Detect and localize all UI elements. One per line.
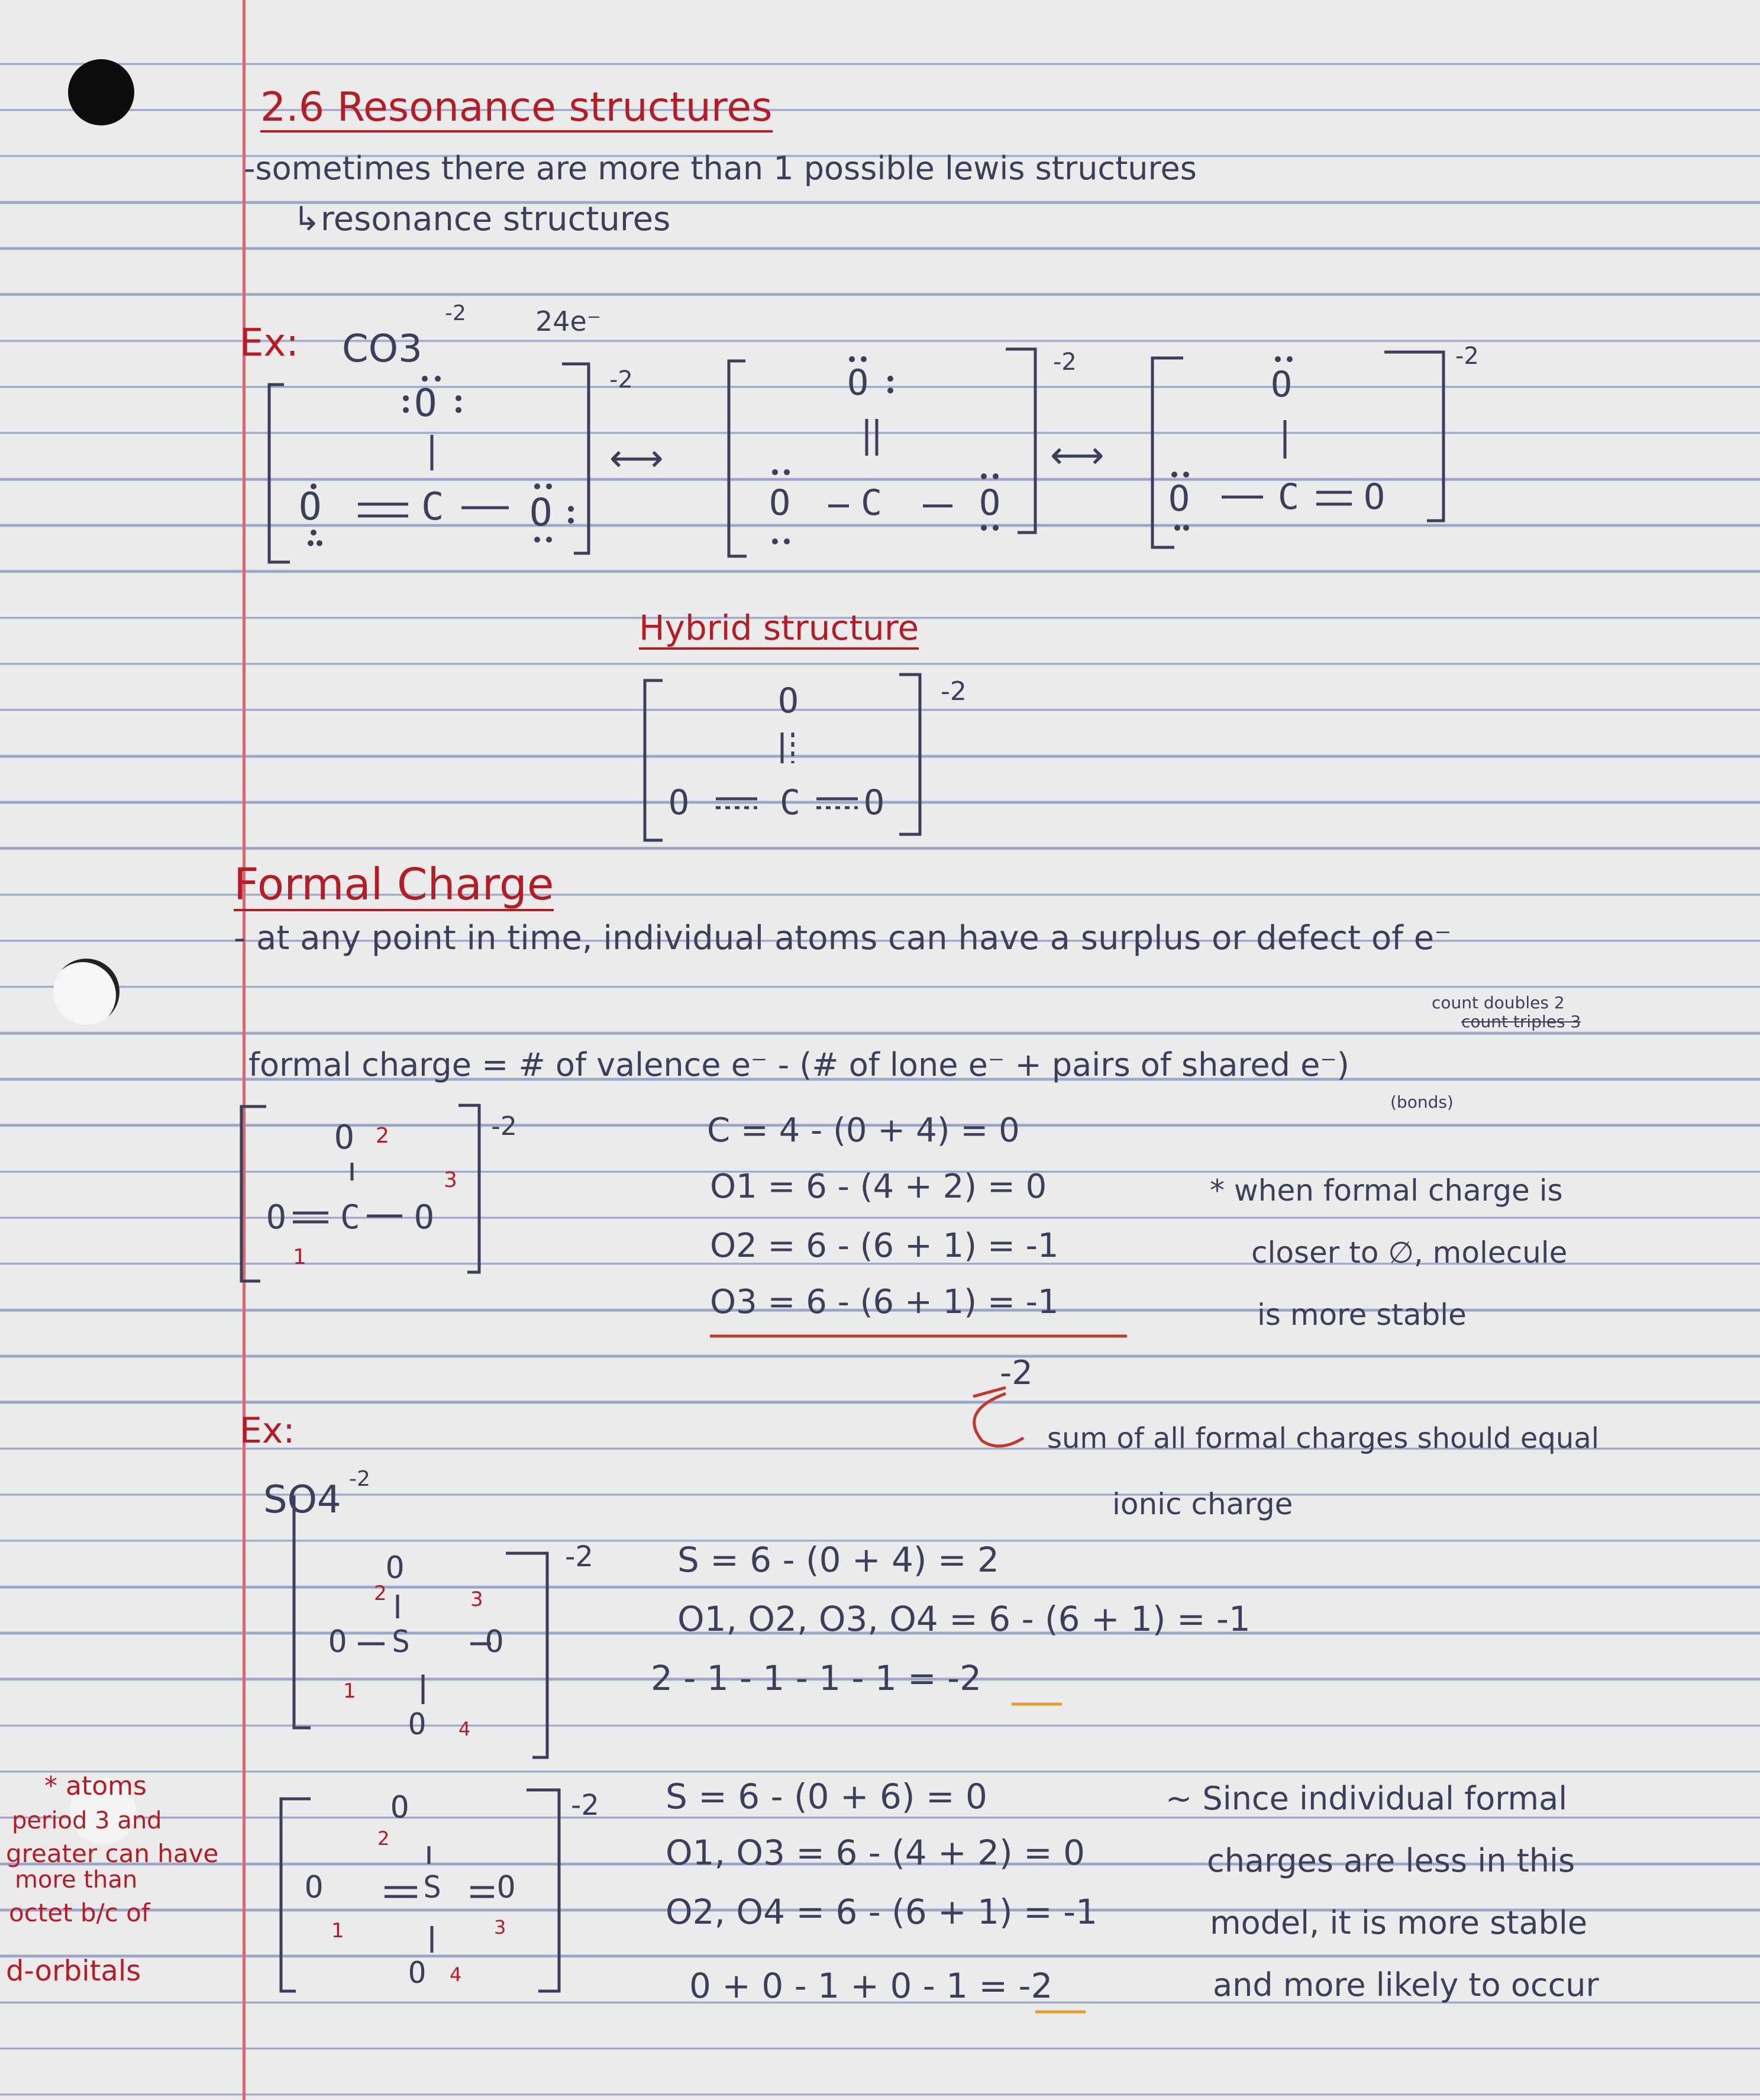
so4-label-3: 3 xyxy=(470,1588,483,1611)
hybrid-label: Hybrid structure xyxy=(639,609,919,650)
so4b-label-2: 2 xyxy=(377,1827,390,1850)
fc-calc-o3: O3 = 6 - (6 + 1) = -1 xyxy=(710,1283,1059,1321)
bonds-note: (bonds) xyxy=(1390,1092,1454,1112)
note-triples: count triples 3 xyxy=(1461,1012,1581,1031)
arrow-1: ⟷ xyxy=(609,437,664,480)
example1-label: Ex: xyxy=(240,321,299,365)
example1-formula: CO3 xyxy=(342,327,422,371)
s3-right-oxygen: O xyxy=(1364,476,1386,518)
s1-left-oxygen: O xyxy=(299,485,322,529)
so4-sulfur: S xyxy=(392,1624,411,1660)
fc-sum: -2 xyxy=(1000,1354,1033,1392)
so4b-right-oxygen: O xyxy=(497,1870,516,1905)
conclusion-4: and more likely to occur xyxy=(1213,1966,1599,2004)
example1-charge: -2 xyxy=(445,301,466,325)
fc-calc-o1: O1 = 6 - (4 + 2) = 0 xyxy=(710,1167,1047,1206)
fc-side-note-3: is more stable xyxy=(1257,1298,1467,1332)
so4-calc-sum: 2 - 1 - 1 - 1 - 1 = -2 xyxy=(651,1658,982,1698)
period3-note-5: octet b/c of xyxy=(9,1898,150,1927)
fc-calc-c: C = 4 - (0 + 4) = 0 xyxy=(707,1111,1020,1150)
fc-label-2: 2 xyxy=(376,1124,389,1148)
hybrid-charge: -2 xyxy=(941,676,967,707)
s2-right-oxygen: O xyxy=(979,482,1001,524)
so4-label-2: 2 xyxy=(374,1582,387,1605)
fc-calc-o2: O2 = 6 - (6 + 1) = -1 xyxy=(710,1227,1059,1265)
formal-charge-heading: Formal Charge xyxy=(234,861,554,911)
example2-label: Ex: xyxy=(240,1410,295,1451)
fc-right-oxygen: O xyxy=(414,1198,434,1237)
s2-carbon: C xyxy=(861,482,883,524)
arrow-2: ⟷ xyxy=(1050,434,1105,478)
so4b-label-4: 4 xyxy=(450,1963,462,1986)
formal-charge-formula: formal charge = # of valence e⁻ - (# of lone e⁻ + pairs of shared e⁻) xyxy=(248,1046,1349,1083)
so4-left-oxygen: O xyxy=(328,1624,347,1660)
fc-carbon: C xyxy=(340,1198,360,1237)
so4-bottom-oxygen: O xyxy=(408,1707,427,1741)
fc-label-1: 1 xyxy=(293,1245,306,1269)
conclusion-1: ~ Since individual formal xyxy=(1165,1780,1568,1817)
example2-charge: -2 xyxy=(349,1467,370,1491)
hybrid-top-oxygen: O xyxy=(778,680,799,721)
hybrid-left-oxygen: O xyxy=(669,782,689,822)
s2-charge: -2 xyxy=(1053,349,1077,376)
so4b-structure-charge: -2 xyxy=(571,1789,599,1822)
so4b-left-oxygen: O xyxy=(305,1870,324,1905)
fc-label-3: 3 xyxy=(444,1168,457,1192)
lone-pair-dots xyxy=(308,356,1293,546)
so4b-label-3: 3 xyxy=(494,1916,506,1938)
s2-top-oxygen: O xyxy=(847,362,869,404)
so4b-calc-s: S = 6 - (0 + 6) = 0 xyxy=(666,1776,987,1817)
period3-note-2: period 3 and xyxy=(12,1807,162,1834)
fc-structure-brackets xyxy=(241,1105,559,1991)
hybrid-right-oxygen: O xyxy=(864,782,884,822)
example1-electrons: 24e⁻ xyxy=(535,305,602,337)
s1-charge: -2 xyxy=(609,366,633,393)
s2-left-oxygen: O xyxy=(769,482,791,524)
fc-sum-note-1: sum of all formal charges should equal xyxy=(1047,1422,1600,1455)
period3-note-3: greater can have xyxy=(6,1839,219,1868)
so4-top-oxygen: O xyxy=(386,1550,405,1586)
s1-right-oxygen: O xyxy=(529,491,553,535)
s3-top-oxygen: O xyxy=(1271,364,1293,405)
s3-charge: -2 xyxy=(1455,343,1479,370)
so4b-sulfur: S xyxy=(423,1870,442,1905)
fc-structure-charge: -2 xyxy=(491,1111,517,1141)
intro-line-2: ↳resonance structures xyxy=(293,200,671,238)
s1-carbon: C xyxy=(421,485,444,529)
note-doubles: count doubles 2 xyxy=(1432,993,1565,1012)
s3-carbon: C xyxy=(1278,476,1300,518)
fc-side-note-1: * when formal charge is xyxy=(1210,1173,1563,1208)
example2-formula: SO4 xyxy=(263,1478,341,1522)
structure-brackets xyxy=(269,349,1443,840)
so4-calc-o: O1, O2, O3, O4 = 6 - (6 + 1) = -1 xyxy=(677,1599,1251,1639)
so4b-bottom-oxygen: O xyxy=(408,1956,427,1990)
period3-note-4: more than xyxy=(15,1866,138,1893)
fc-left-oxygen: O xyxy=(266,1198,286,1237)
fc-top-oxygen: O xyxy=(334,1118,354,1157)
so4b-calc-o13: O1, O3 = 6 - (4 + 2) = 0 xyxy=(666,1833,1086,1873)
period3-note-6: d-orbitals xyxy=(6,1954,141,1988)
fc-side-note-2: closer to ∅, molecule xyxy=(1251,1236,1568,1270)
so4-label-1a: 1 xyxy=(343,1679,356,1703)
so4b-calc-o24: O2, O4 = 6 - (6 + 1) = -1 xyxy=(666,1892,1097,1932)
so4b-top-oxygen: O xyxy=(390,1790,409,1825)
fc-sum-note-2: ionic charge xyxy=(1112,1487,1293,1521)
so4b-calc-sum: 0 + 0 - 1 + 0 - 1 = -2 xyxy=(689,1966,1053,2006)
s1-top-oxygen: O xyxy=(414,382,437,425)
period3-note-1: * atoms xyxy=(44,1771,147,1801)
page-title: 2.6 Resonance structures xyxy=(260,86,773,133)
so4-structure-charge: -2 xyxy=(565,1540,593,1573)
so4-right-oxygen: O xyxy=(485,1624,504,1660)
conclusion-2: charges are less in this xyxy=(1207,1842,1575,1879)
formal-charge-definition: - at any point in time, individual atoms can have a surplus or defect of e⁻ xyxy=(234,919,1452,957)
conclusion-3: model, it is more stable xyxy=(1210,1904,1588,1941)
so4-calc-s: S = 6 - (0 + 4) = 2 xyxy=(677,1540,999,1580)
intro-line-1: -sometimes there are more than 1 possible lewis structures xyxy=(244,150,1197,187)
so4b-label-1: 1 xyxy=(331,1919,344,1943)
s3-left-oxygen: O xyxy=(1168,478,1190,520)
so4-label-4: 4 xyxy=(458,1718,471,1740)
hybrid-carbon: C xyxy=(780,782,800,822)
